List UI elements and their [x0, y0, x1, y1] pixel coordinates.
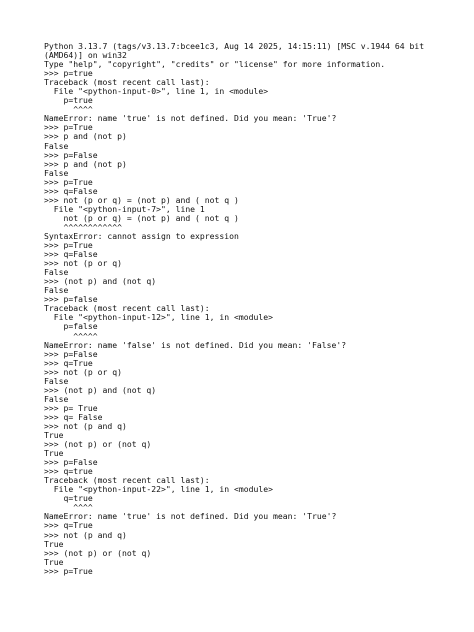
console-line: NameError: name 'true' is not defined. Did you mean: 'True'? — [44, 113, 337, 124]
console-line: >>> q=True — [44, 520, 93, 531]
console-line: True — [44, 538, 64, 549]
console-line: >>> p=True — [44, 565, 93, 576]
console-line: >>> p and (not p) — [44, 158, 127, 169]
console-line: >>> p=True — [44, 240, 93, 251]
console-line: False — [44, 393, 69, 404]
console-line: False — [44, 167, 69, 178]
console-line: Traceback (most recent call last): — [44, 303, 210, 314]
console-line: >>> p=False — [44, 149, 98, 160]
console-line: ^^^^ — [44, 502, 93, 513]
console-line: >>> p=False — [44, 348, 98, 359]
console-line: True — [44, 430, 64, 441]
console-line: File "<python-input-12>", line 1, in <module> — [44, 312, 274, 323]
console-line: >>> p=false — [44, 294, 98, 305]
console-line: False — [44, 285, 69, 296]
console-line: Python 3.13.7 (tags/v3.13.7:bcee1c3, Aug 14 2025, 14:15:11) [MSC v.1944 64 bit — [44, 41, 425, 51]
console-line: >>> (not p) and (not q) — [44, 276, 157, 287]
console-line: ^^^^^ — [44, 330, 98, 341]
console-line: NameError: name 'true' is not defined. Did you mean: 'True'? — [44, 511, 337, 522]
console-line: ^^^^^^^^^^^^ — [44, 221, 122, 232]
console-line: File "<python-input-0>", line 1, in <module> — [44, 86, 269, 97]
console-line: >>> not (p or q) = (not p) and ( not q ) — [44, 194, 239, 205]
console-line: not (p or q) = (not p) and ( not q ) — [44, 212, 239, 223]
console-line: >>> not (p or q) — [44, 258, 122, 269]
console-line: SyntaxError: cannot assign to expression — [44, 230, 239, 241]
console-line: >>> q=True — [44, 357, 93, 368]
console-line: >>> not (p and q) — [44, 420, 127, 431]
console-line: False — [44, 375, 69, 386]
console-line: q=true — [44, 493, 93, 504]
console-line: >>> q= False — [44, 411, 103, 422]
console-line: p=false — [44, 321, 98, 332]
console-line: >>> p=true — [44, 68, 93, 79]
console-line: >>> p and (not p) — [44, 131, 127, 142]
console-line: False — [44, 140, 69, 151]
console-line: >>> p= True — [44, 402, 98, 413]
console-line: >>> (not p) or (not q) — [44, 439, 152, 450]
console-line: True — [44, 448, 64, 459]
console-line: >>> q=False — [44, 249, 98, 260]
console-line: (AMD64)] on win32 — [44, 50, 127, 61]
console-line: File "<python-input-22>", line 1, in <module> — [44, 484, 274, 495]
console-line: ^^^^ — [44, 104, 93, 115]
console-line: True — [44, 556, 64, 567]
console-line: >>> not (p and q) — [44, 529, 127, 540]
console-line: Type "help", "copyright", "credits" or "license" for more information. — [44, 59, 386, 70]
console-line: >>> (not p) or (not q) — [44, 547, 152, 558]
console-line: >>> p=False — [44, 457, 98, 468]
console-line: >>> (not p) and (not q) — [44, 384, 157, 395]
console-line: p=true — [44, 95, 93, 106]
console-line: False — [44, 267, 69, 278]
console-line: File "<python-input-7>", line 1 — [44, 203, 205, 214]
console-line: >>> q=true — [44, 466, 93, 477]
console-line: NameError: name 'false' is not defined. Did you mean: 'False'? — [44, 339, 347, 350]
console-line: Traceback (most recent call last): — [44, 475, 210, 486]
console-line: >>> p=True — [44, 176, 93, 187]
console-line: >>> q=False — [44, 185, 98, 196]
console-line: >>> not (p or q) — [44, 366, 122, 377]
console-line: >>> p=True — [44, 122, 93, 133]
console-line: Traceback (most recent call last): — [44, 77, 210, 88]
console-output — [44, 42, 464, 576]
